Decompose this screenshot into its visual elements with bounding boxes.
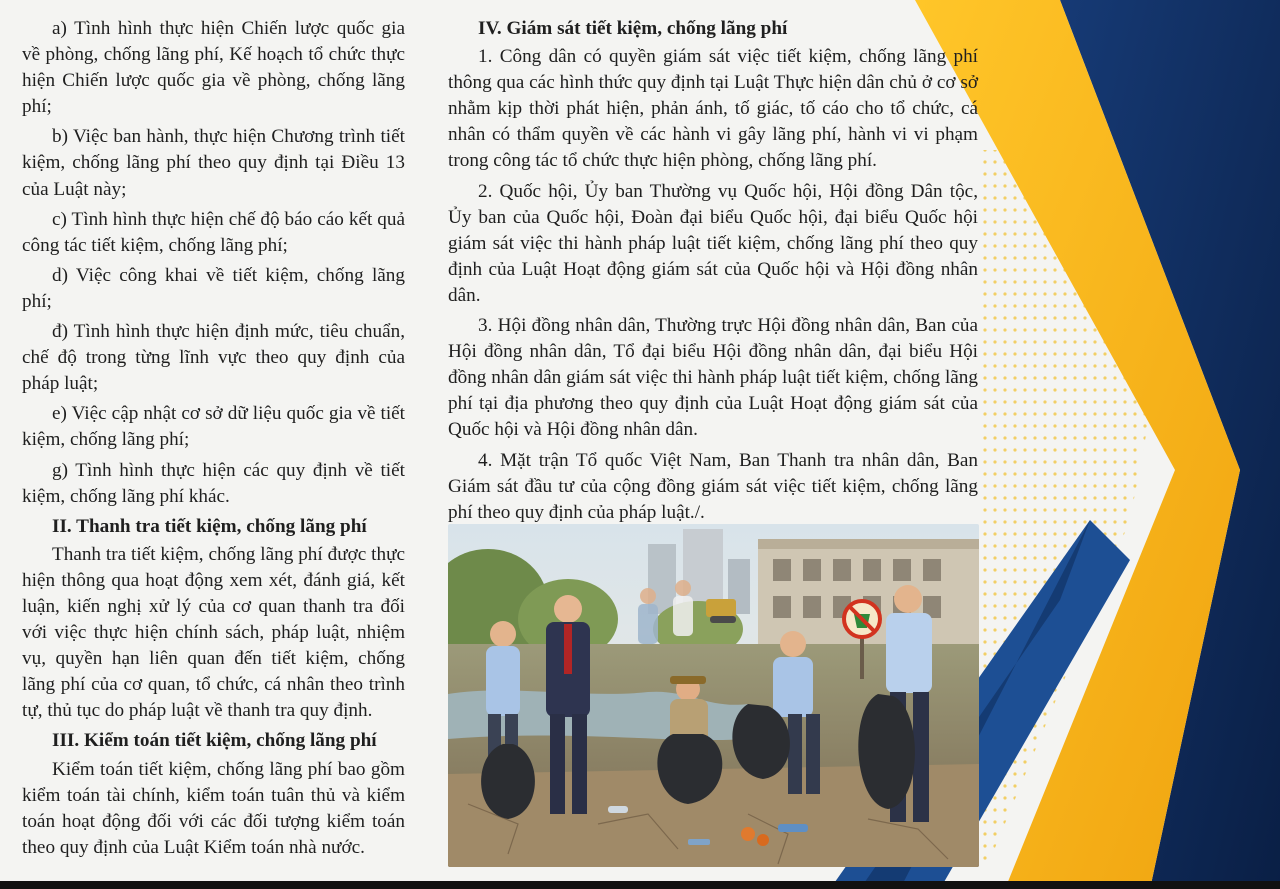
left-para-c: c) Tình hình thực hiện chế độ báo cáo kết quả công tác tiết kiệm, chống lãng phí; — [22, 208, 405, 256]
left-para-g: g) Tình hình thực hiện các quy định về tiết kiệm, chống lãng phí khác. — [22, 459, 405, 507]
left-para-b: b) Việc ban hành, thực hiện Chương trình tiết kiệm, chống lãng phí theo quy định tại Điều 13 của Luật này; — [22, 126, 405, 200]
left-para-thanh-tra: Thanh tra tiết kiệm, chống lãng phí được thực hiện thông qua hoạt động xem xét, đánh giá, kết luận, kiến nghị xử lý của cơ quan thanh tra đối với việc thực hiện chính sách, pháp luật, nhiệm vụ, quyền hạn liên quan đến tiết kiệm, chống lãng phí của cơ quan, tổ chức, cá nhân theo trình tự, thủ tục do pháp luật về thanh tra quy định. — [22, 543, 405, 722]
section-heading-kiem-toan: III. Kiểm toán tiết kiệm, chống lãng phí — [52, 730, 377, 752]
left-para-a: a) Tình hình thực hiện Chiến lược quốc gia về phòng, chống lãng phí, Kế hoạch tổ chức thực hiện Chiến lược quốc gia về phòng, chống lãng phí; — [22, 18, 405, 118]
bottom-border — [0, 881, 1280, 889]
section-heading-thanh-tra: II. Thanh tra tiết kiệm, chống lãng phí — [52, 515, 367, 537]
right-para-2: 2. Quốc hội, Ủy ban Thường vụ Quốc hội, Hội đồng Dân tộc, Ủy ban của Quốc hội, Đoàn đại biểu Quốc hội, đại biểu Quốc hội giám sát việc thi hành pháp luật tiết kiệm, chống lãng phí theo quy định của Luật Hoạt động giám sát của Quốc hội và Hội đồng nhân dân. — [448, 180, 978, 306]
left-para-e: e) Việc cập nhật cơ sở dữ liệu quốc gia về tiết kiệm, chống lãng phí; — [22, 403, 405, 451]
left-para-kiem-toan: Kiểm toán tiết kiệm, chống lãng phí bao gồm kiểm toán tài chính, kiểm toán tuân thủ và kiểm toán hoạt động đối với các đối tượng kiểm toán theo quy định của Luật Kiểm toán nhà nước. — [22, 758, 405, 858]
section-heading-giam-sat: IV. Giám sát tiết kiệm, chống lãng phí — [478, 18, 788, 39]
left-column — [22, 16, 405, 861]
left-para-dd: đ) Tình hình thực hiện định mức, tiêu chuẩn, chế độ trong từng lĩnh vực theo quy định của pháp luật; — [22, 321, 405, 395]
left-para-d: d) Việc công khai về tiết kiệm, chống lãng phí; — [22, 264, 405, 312]
right-para-1: 1. Công dân có quyền giám sát việc tiết kiệm, chống lãng phí thông qua các hình thức quy định tại Luật Thực hiện dân chủ ở cơ sở nhằm kịp thời phát hiện, phản ánh, tố giác, tố cáo cho tổ chức, cá nhân có thẩm quyền về các hành vi gây lãng phí, hành vi vi phạm trong công tác tổ chức thực hiện phòng, chống lãng phí. — [448, 46, 978, 172]
right-column — [448, 16, 978, 526]
right-para-3: 3. Hội đồng nhân dân, Thường trực Hội đồng nhân dân, Ban của Hội đồng nhân dân, Tổ đại biểu Hội đồng nhân dân, đại biểu Hội đồng nhân dân giám sát việc thi hành pháp luật tiết kiệm, chống lãng phí tại địa phương theo quy định của Luật Hoạt động giám sát của Quốc hội và Hội đồng nhân dân. — [448, 315, 978, 441]
people-collecting-waste-illustration — [448, 524, 979, 867]
right-para-4: 4. Mặt trận Tổ quốc Việt Nam, Ban Thanh tra nhân dân, Ban Giám sát đầu tư của cộng đồng giám sát việc tiết kiệm, chống lãng phí theo quy định của pháp luật./. — [448, 449, 978, 523]
